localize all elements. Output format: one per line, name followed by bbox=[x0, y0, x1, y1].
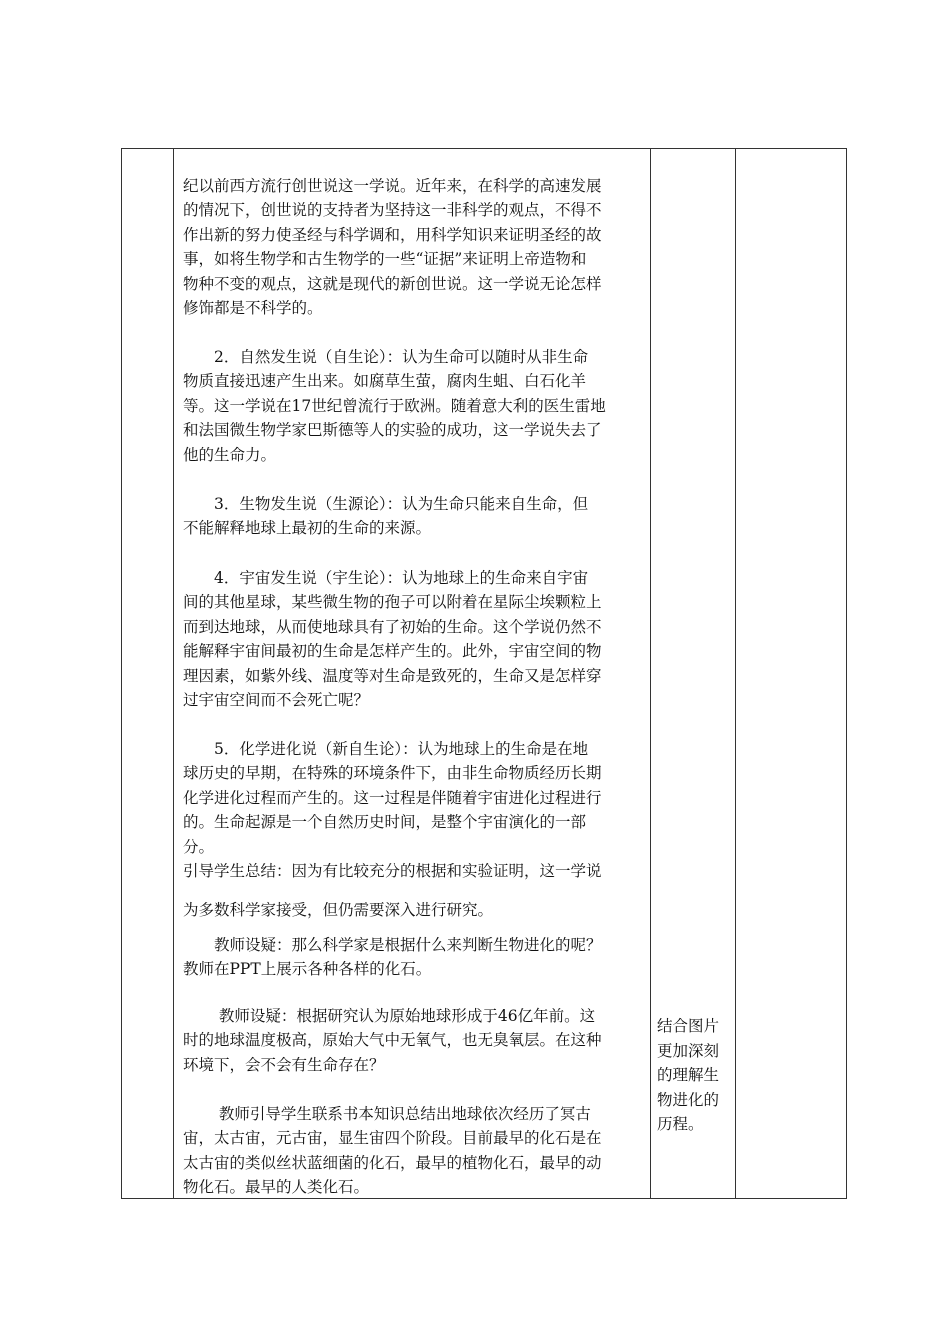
text-line: 事，如将生物学和古生物学的一些“证据”来证明上帝造物和 bbox=[183, 250, 587, 269]
text-line: 球历史的早期，在特殊的环境条件下，由非生命物质经历长期 bbox=[183, 764, 602, 783]
para-geologic-eons bbox=[183, 1102, 645, 1200]
para-summary-1 bbox=[183, 859, 645, 883]
text-line: 间的其他星球，某些微生物的孢子可以附着在星际尘埃颗粒上 bbox=[183, 593, 602, 612]
text-line: 教师设疑：根据研究认为原始地球形成于46亿年前。这 bbox=[183, 1007, 596, 1025]
text-line: 过宇宙空间而不会死亡呢？ bbox=[183, 691, 370, 710]
note-line: 更加深刻 bbox=[657, 1041, 720, 1060]
para-spontaneous-generation bbox=[183, 345, 645, 467]
text-line: 而到达地球，从而使地球具有了初始的生命。这个学说仍然不 bbox=[183, 617, 602, 636]
text-line: 理因素，如紫外线、温度等对生命是致死的，生命又是怎样穿 bbox=[183, 666, 602, 685]
column-divider-2 bbox=[650, 148, 651, 1198]
design-intent-note bbox=[657, 1014, 729, 1137]
column-divider-1 bbox=[173, 148, 174, 1198]
text-line: 他的生命力。 bbox=[183, 445, 277, 464]
para-cosmozoic bbox=[183, 566, 645, 712]
text-line: 2．自然发生说（自生论）：认为生命可以随时从非生命 bbox=[183, 348, 589, 366]
text-line: 能解释宇宙间最初的生命是怎样产生的。此外，宇宙空间的物 bbox=[183, 642, 602, 661]
text-line: 修饰都是不科学的。 bbox=[183, 299, 323, 318]
text-line: 和法国微生物学家巴斯德等人的实验的成功，这一学说失去了 bbox=[183, 421, 602, 440]
text-line: 为多数科学家接受，但仍需要深入进行研究。 bbox=[183, 901, 494, 919]
text-line: 5．化学进化说（新自生论）：认为地球上的生命是在地 bbox=[183, 740, 589, 758]
para-teacher-question-1 bbox=[183, 933, 645, 982]
text-line: 物质直接迅速产生出来。如腐草生萤，腐肉生蛆、白石化羊 bbox=[183, 372, 587, 391]
para-creationism bbox=[183, 174, 645, 320]
text-line: 物种不变的观点，这就是现代的新创世说。这一学说无论怎样 bbox=[183, 274, 602, 293]
text-line: 教师设疑：那么科学家是根据什么来判断生物进化的呢？ bbox=[183, 936, 602, 954]
text-line: 的情况下，创世说的支持者为坚持这一非科学的观点，不得不 bbox=[183, 201, 602, 220]
para-biogenesis bbox=[183, 492, 645, 541]
para-summary-2 bbox=[183, 898, 645, 922]
text-line: 环境下，会不会有生命存在？ bbox=[183, 1055, 385, 1074]
text-line: 的。生命起源是一个自然历史时间，是整个宇宙演化的一部 bbox=[183, 813, 587, 832]
text-line: 4．宇宙发生说（宇生论）：认为地球上的生命来自宇宙 bbox=[183, 569, 589, 587]
note-line: 物进化的 bbox=[657, 1090, 720, 1109]
note-line: 历程。 bbox=[657, 1115, 704, 1133]
text-line: 宙，太古宙，元古宙，显生宙四个阶段。目前最早的化石是在 bbox=[183, 1129, 602, 1148]
para-teacher-question-2 bbox=[183, 1004, 645, 1077]
text-line: 纪以前西方流行创世说这一学说。近年来，在科学的高速发展 bbox=[183, 177, 602, 195]
text-line: 时的地球温度极高，原始大气中无氧气，也无臭氧层。在这种 bbox=[183, 1031, 602, 1050]
text-line: 物化石。最早的人类化石。 bbox=[183, 1178, 370, 1197]
text-line: 等。这一学说在17世纪曾流行于欧洲。随着意大利的医生雷地 bbox=[183, 396, 606, 415]
text-line: 教师引导学生联系书本知识总结出地球依次经历了冥古 bbox=[183, 1105, 591, 1123]
text-line: 分。 bbox=[183, 837, 215, 856]
text-line: 化学进化过程而产生的。这一过程是伴随着宇宙进化过程进行 bbox=[183, 788, 602, 807]
note-line: 的理解生 bbox=[657, 1066, 720, 1084]
note-line: 结合图片 bbox=[657, 1017, 720, 1035]
text-line: 太古宙的类似丝状蓝细菌的化石，最早的植物化石，最早的动 bbox=[183, 1153, 602, 1172]
text-line: 不能解释地球上最初的生命的来源。 bbox=[183, 519, 432, 538]
para-chemical-evolution bbox=[183, 737, 645, 859]
column-divider-3 bbox=[735, 148, 736, 1198]
text-line: 引导学生总结：因为有比较充分的根据和实验证明，这一学说 bbox=[183, 862, 602, 880]
text-line: 教师在PPT上展示各种各样的化石。 bbox=[183, 960, 432, 979]
text-line: 3．生物发生说（生源论）：认为生命只能来自生命，但 bbox=[183, 495, 589, 513]
text-line: 作出新的努力使圣经与科学调和，用科学知识来证明圣经的故 bbox=[183, 225, 602, 244]
